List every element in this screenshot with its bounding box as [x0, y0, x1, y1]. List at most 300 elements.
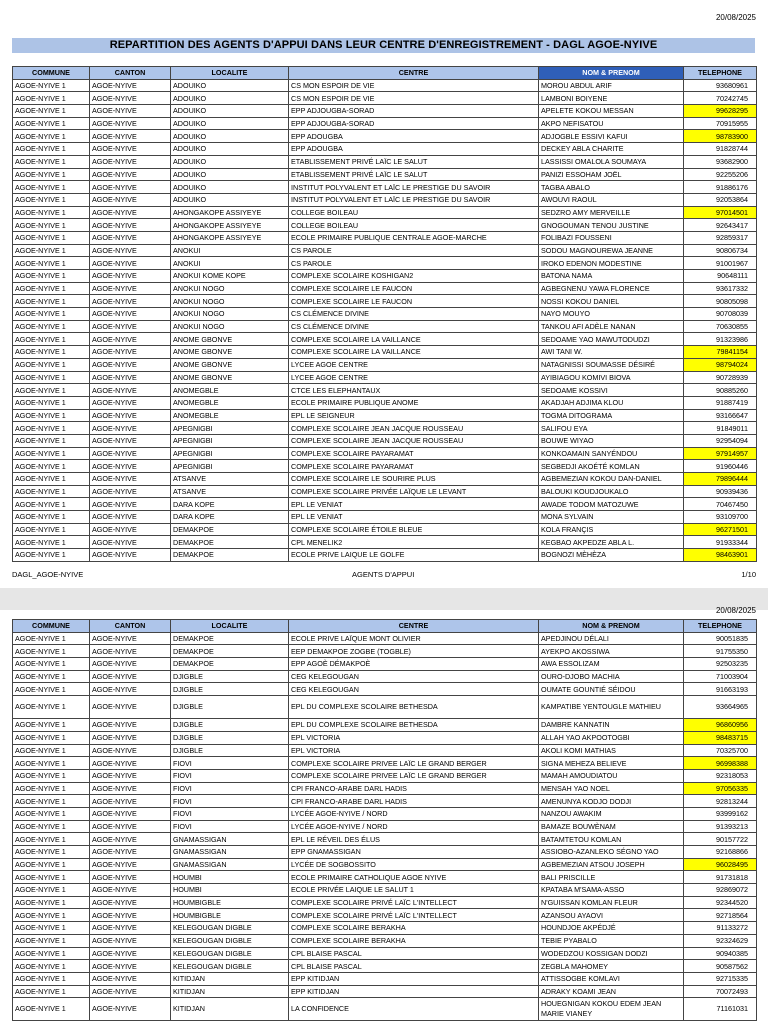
cell-nom-prenom: IROKO EDENON MODESTINE [539, 257, 684, 270]
cell-nom-prenom: MENSAH YAO NOEL [539, 782, 684, 795]
cell-localite: DEMAKPOE [171, 632, 289, 645]
cell-centre: EPP AGOÈ DÉMAKPOÈ [289, 658, 539, 671]
cell-commune: AGOE-NYIVE 1 [13, 536, 90, 549]
cell-localite: ADOUIKO [171, 105, 289, 118]
cell-nom-prenom: AKOLI KOMI MATHIAS [539, 744, 684, 757]
header-centre: CENTRE [289, 620, 539, 633]
cell-nom-prenom: DECKEY ABLA CHARITE [539, 143, 684, 156]
cell-localite: ADOUIKO [171, 143, 289, 156]
cell-commune: AGOE-NYIVE 1 [13, 396, 90, 409]
table-row [13, 384, 757, 397]
cell-centre: EPL LE VENIAT [289, 498, 539, 511]
cell-canton: AGOE-NYIVE [90, 947, 171, 960]
cell-centre: EPP ADJOUGBA-SORAD [289, 117, 539, 130]
table-row [13, 523, 757, 536]
table-row [13, 371, 757, 384]
table-row [13, 896, 757, 909]
cell-nom-prenom: APELETE KOKOU MESSAN [539, 105, 684, 118]
cell-localite: DARA KOPE [171, 511, 289, 524]
cell-telephone: 90708039 [684, 308, 757, 321]
header-commune: COMMUNE [13, 620, 90, 633]
cell-localite: ANOKUI NOGO [171, 308, 289, 321]
cell-canton: AGOE-NYIVE [90, 434, 171, 447]
cell-nom-prenom: AYEKPO AKOSSIWA [539, 645, 684, 658]
cell-nom-prenom: SODOU MAGNOUREWA JEANNE [539, 244, 684, 257]
cell-localite: ATSANVE [171, 473, 289, 486]
cell-commune: AGOE-NYIVE 1 [13, 719, 90, 732]
cell-commune: AGOE-NYIVE 1 [13, 409, 90, 422]
cell-centre: LA CONFIDENCE [289, 998, 539, 1021]
cell-canton: AGOE-NYIVE [90, 820, 171, 833]
cell-commune: AGOE-NYIVE 1 [13, 79, 90, 92]
cell-telephone: 92503235 [684, 658, 757, 671]
cell-commune: AGOE-NYIVE 1 [13, 909, 90, 922]
cell-canton: AGOE-NYIVE [90, 130, 171, 143]
cell-nom-prenom: SIGNA MEHEZA BELIEVE [539, 757, 684, 770]
cell-commune: AGOE-NYIVE 1 [13, 308, 90, 321]
cell-localite: APEGNIGBI [171, 434, 289, 447]
cell-commune: AGOE-NYIVE 1 [13, 960, 90, 973]
table-row [13, 219, 757, 232]
cell-nom-prenom: LAMBONI BOIYENE [539, 92, 684, 105]
cell-nom-prenom: BATAMTETOU KOMLAN [539, 833, 684, 846]
cell-localite: AHONGAKOPE ASSIYEYE [171, 206, 289, 219]
cell-centre: ETABLISSEMENT PRIVÉ LAÏC LE SALUT [289, 155, 539, 168]
cell-commune: AGOE-NYIVE 1 [13, 282, 90, 295]
cell-localite: APEGNIGBI [171, 447, 289, 460]
header-centre: CENTRE [289, 67, 539, 80]
cell-telephone: 90157722 [684, 833, 757, 846]
cell-localite: ANOKUI NOGO [171, 282, 289, 295]
cell-commune: AGOE-NYIVE 1 [13, 807, 90, 820]
cell-commune: AGOE-NYIVE 1 [13, 645, 90, 658]
table-row [13, 396, 757, 409]
table-row [13, 632, 757, 645]
table-row [13, 972, 757, 985]
cell-telephone: 90806734 [684, 244, 757, 257]
cell-centre: COMPLEXE SCOLAIRE LA VAILLANCE [289, 346, 539, 359]
cell-commune: AGOE-NYIVE 1 [13, 473, 90, 486]
cell-canton: AGOE-NYIVE [90, 155, 171, 168]
cell-nom-prenom: SEDZRO AMY MERVEILLE [539, 206, 684, 219]
table-row [13, 807, 757, 820]
table-row [13, 257, 757, 270]
cell-commune: AGOE-NYIVE 1 [13, 972, 90, 985]
cell-centre: CS CLÉMENCE DIVINE [289, 308, 539, 321]
cell-commune: AGOE-NYIVE 1 [13, 422, 90, 435]
cell-nom-prenom: AWA ESSOLIZAM [539, 658, 684, 671]
table-row [13, 769, 757, 782]
table-row [13, 295, 757, 308]
cell-localite: ANOKUI [171, 257, 289, 270]
cell-nom-prenom: AYIBIAGOU KOMIVI BIOVA [539, 371, 684, 384]
table-row [13, 998, 757, 1021]
cell-localite: ATSANVE [171, 485, 289, 498]
cell-localite: DEMAKPOE [171, 536, 289, 549]
cell-localite: ADOUIKO [171, 155, 289, 168]
table-row [13, 333, 757, 346]
cell-telephone: 98783900 [684, 130, 757, 143]
header-localite: LOCALITE [171, 67, 289, 80]
cell-nom-prenom: AKPO NEFISATOU [539, 117, 684, 130]
table-row [13, 909, 757, 922]
table-row [13, 181, 757, 194]
page2-date: 20/08/2025 [715, 606, 756, 615]
cell-localite: ADOUIKO [171, 79, 289, 92]
cell-telephone: 71161031 [684, 998, 757, 1021]
table-row [13, 884, 757, 897]
table-row [13, 846, 757, 859]
cell-canton: AGOE-NYIVE [90, 333, 171, 346]
cell-centre: EPP KITIDJAN [289, 972, 539, 985]
cell-centre: COMPLEXE SCOLAIRE LA VAILLANCE [289, 333, 539, 346]
cell-telephone: 70072493 [684, 985, 757, 998]
cell-telephone: 70915955 [684, 117, 757, 130]
cell-commune: AGOE-NYIVE 1 [13, 257, 90, 270]
cell-centre: COLLEGE BOILEAU [289, 219, 539, 232]
cell-centre: COMPLEXE SCOLAIRE PRIVEE LAÏC LE GRAND BERGER [289, 757, 539, 770]
cell-nom-prenom: TAGBA ABALO [539, 181, 684, 194]
cell-canton: AGOE-NYIVE [90, 498, 171, 511]
footer-left: DAGL_AGOE-NYIVE [12, 570, 84, 579]
cell-canton: AGOE-NYIVE [90, 282, 171, 295]
table-row [13, 498, 757, 511]
cell-telephone: 91133272 [684, 922, 757, 935]
cell-canton: AGOE-NYIVE [90, 92, 171, 105]
cell-telephone: 98483715 [684, 731, 757, 744]
cell-canton: AGOE-NYIVE [90, 884, 171, 897]
cell-centre: LYCÉE AGOE-NYIVE / NORD [289, 807, 539, 820]
cell-nom-prenom: ATTISSOGBE KOMLAVI [539, 972, 684, 985]
cell-centre: CS MON ESPOIR DE VIE [289, 92, 539, 105]
table-row [13, 117, 757, 130]
cell-centre: EPL LE VENIAT [289, 511, 539, 524]
table-row [13, 985, 757, 998]
cell-localite: FIOVI [171, 782, 289, 795]
cell-commune: AGOE-NYIVE 1 [13, 384, 90, 397]
cell-commune: AGOE-NYIVE 1 [13, 658, 90, 671]
cell-localite: ANOMEGBLE [171, 409, 289, 422]
cell-centre: LYCEE AGOE CENTRE [289, 371, 539, 384]
table-row [13, 820, 757, 833]
table-row [13, 947, 757, 960]
cell-canton: AGOE-NYIVE [90, 384, 171, 397]
table-row [13, 270, 757, 283]
cell-localite: DJIGBLE [171, 731, 289, 744]
cell-centre: EPP ADJOUGBA-SORAD [289, 105, 539, 118]
cell-nom-prenom: PANIZI ESSOHAM JOËL [539, 168, 684, 181]
cell-canton: AGOE-NYIVE [90, 143, 171, 156]
cell-commune: AGOE-NYIVE 1 [13, 295, 90, 308]
cell-localite: KITIDJAN [171, 985, 289, 998]
cell-telephone: 91323986 [684, 333, 757, 346]
cell-localite: KITIDJAN [171, 998, 289, 1021]
table-row [13, 409, 757, 422]
cell-nom-prenom: AWOUVI RAOUL [539, 193, 684, 206]
cell-telephone: 92318053 [684, 769, 757, 782]
cell-centre: COMPLEXE SCOLAIRE PAYARAMAT [289, 447, 539, 460]
cell-telephone: 97014501 [684, 206, 757, 219]
cell-nom-prenom: SEDOAME YAO MAWUTODUDZI [539, 333, 684, 346]
header-commune: COMMUNE [13, 67, 90, 80]
cell-nom-prenom: AGBEMEZIAN ATSOU JOSEPH [539, 858, 684, 871]
cell-commune: AGOE-NYIVE 1 [13, 922, 90, 935]
cell-canton: AGOE-NYIVE [90, 117, 171, 130]
cell-telephone: 90587562 [684, 960, 757, 973]
cell-localite: HOUMBI [171, 871, 289, 884]
cell-localite: APEGNIGBI [171, 460, 289, 473]
cell-telephone: 92255206 [684, 168, 757, 181]
cell-telephone: 93617332 [684, 282, 757, 295]
cell-canton: AGOE-NYIVE [90, 846, 171, 859]
cell-centre: COMPLEXE SCOLAIRE PAYARAMAT [289, 460, 539, 473]
cell-localite: FIOVI [171, 807, 289, 820]
cell-canton: AGOE-NYIVE [90, 308, 171, 321]
cell-centre: CPI FRANCO-ARABE DARL HADIS [289, 782, 539, 795]
cell-commune: AGOE-NYIVE 1 [13, 523, 90, 536]
cell-telephone: 90885260 [684, 384, 757, 397]
cell-nom-prenom: TOGMA DITOGRAMA [539, 409, 684, 422]
cell-canton: AGOE-NYIVE [90, 795, 171, 808]
cell-nom-prenom: LASSISSI OMALOLA SOUMAYA [539, 155, 684, 168]
cell-nom-prenom: AWADE TODOM MATOZUWE [539, 498, 684, 511]
cell-centre: CPI FRANCO-ARABE DARL HADIS [289, 795, 539, 808]
table-row [13, 155, 757, 168]
cell-centre: COMPLEXE SCOLAIRE LE FAUCON [289, 282, 539, 295]
cell-canton: AGOE-NYIVE [90, 168, 171, 181]
cell-canton: AGOE-NYIVE [90, 193, 171, 206]
cell-telephone: 70467450 [684, 498, 757, 511]
cell-telephone: 92168866 [684, 846, 757, 859]
table-row [13, 231, 757, 244]
cell-localite: ANOKUI [171, 244, 289, 257]
cell-centre: LYCÉE AGOE-NYIVE / NORD [289, 820, 539, 833]
cell-canton: AGOE-NYIVE [90, 460, 171, 473]
cell-nom-prenom: ADRAKY KOAMI JEAN [539, 985, 684, 998]
cell-nom-prenom: AKADJAH ADJIMA KLOU [539, 396, 684, 409]
cell-centre: LYCÉE DE SOGBOSSITO [289, 858, 539, 871]
cell-commune: AGOE-NYIVE 1 [13, 130, 90, 143]
cell-telephone: 92715335 [684, 972, 757, 985]
table-row [13, 696, 757, 719]
cell-localite: DJIGBLE [171, 670, 289, 683]
cell-nom-prenom: WODEDZOU KOSSIGAN DODZI [539, 947, 684, 960]
cell-localite: GNAMASSIGAN [171, 846, 289, 859]
cell-centre: ECOLE PRIVE LAÏQUE MONT OLIVIER [289, 632, 539, 645]
cell-telephone: 91393213 [684, 820, 757, 833]
cell-canton: AGOE-NYIVE [90, 833, 171, 846]
table-row [13, 460, 757, 473]
table-row [13, 130, 757, 143]
cell-canton: AGOE-NYIVE [90, 769, 171, 782]
table-row [13, 731, 757, 744]
cell-centre: LYCEE AGOE CENTRE [289, 358, 539, 371]
cell-localite: ANOKUI KOME KOPE [171, 270, 289, 283]
cell-commune: AGOE-NYIVE 1 [13, 358, 90, 371]
cell-nom-prenom: AWI TANI W. [539, 346, 684, 359]
cell-centre: CS PAROLE [289, 257, 539, 270]
cell-centre: CS CLÉMENCE DIVINE [289, 320, 539, 333]
cell-nom-prenom: ZEGBLA MAHOMEY [539, 960, 684, 973]
cell-commune: AGOE-NYIVE 1 [13, 934, 90, 947]
cell-canton: AGOE-NYIVE [90, 731, 171, 744]
cell-commune: AGOE-NYIVE 1 [13, 782, 90, 795]
cell-localite: ANOKUI NOGO [171, 295, 289, 308]
cell-centre: EPP KITIDJAN [289, 985, 539, 998]
table-row [13, 670, 757, 683]
cell-telephone: 96028495 [684, 858, 757, 871]
cell-commune: AGOE-NYIVE 1 [13, 498, 90, 511]
cell-centre: EPL LE SEIGNEUR [289, 409, 539, 422]
cell-commune: AGOE-NYIVE 1 [13, 219, 90, 232]
table-row [13, 934, 757, 947]
cell-telephone: 91663193 [684, 683, 757, 696]
cell-commune: AGOE-NYIVE 1 [13, 884, 90, 897]
header-telephone: TELEPHONE [684, 67, 757, 80]
cell-localite: ANOME GBONVE [171, 346, 289, 359]
cell-telephone: 93109700 [684, 511, 757, 524]
cell-localite: DJIGBLE [171, 696, 289, 719]
cell-commune: AGOE-NYIVE 1 [13, 206, 90, 219]
cell-telephone: 70325700 [684, 744, 757, 757]
cell-centre: COMPLEXE SCOLAIRE LE SOURIRE PLUS [289, 473, 539, 486]
cell-localite: KELEGOUGAN DIGBLE [171, 922, 289, 935]
cell-localite: DEMAKPOE [171, 549, 289, 562]
cell-telephone: 92324629 [684, 934, 757, 947]
cell-telephone: 93999162 [684, 807, 757, 820]
cell-nom-prenom: NAYO MOUYO [539, 308, 684, 321]
cell-canton: AGOE-NYIVE [90, 549, 171, 562]
cell-localite: DEMAKPOE [171, 658, 289, 671]
cell-localite: FIOVI [171, 769, 289, 782]
cell-nom-prenom: SEDOAME KOSSIVI [539, 384, 684, 397]
cell-localite: KELEGOUGAN DIGBLE [171, 934, 289, 947]
table-row [13, 79, 757, 92]
cell-telephone: 92718564 [684, 909, 757, 922]
table-row [13, 346, 757, 359]
cell-centre: COMPLEXE SCOLAIRE PRIVÉE LAÏQUE LE LEVANT [289, 485, 539, 498]
cell-canton: AGOE-NYIVE [90, 985, 171, 998]
cell-nom-prenom: BALOUKI KOUDJOUKALO [539, 485, 684, 498]
cell-commune: AGOE-NYIVE 1 [13, 998, 90, 1021]
cell-canton: AGOE-NYIVE [90, 473, 171, 486]
cell-localite: ANOME GBONVE [171, 371, 289, 384]
cell-canton: AGOE-NYIVE [90, 511, 171, 524]
cell-localite: FIOVI [171, 795, 289, 808]
cell-telephone: 96860956 [684, 719, 757, 732]
cell-nom-prenom: ALLAH YAO AKPOOTOGBI [539, 731, 684, 744]
cell-nom-prenom: TEBIE PYABALO [539, 934, 684, 947]
cell-commune: AGOE-NYIVE 1 [13, 670, 90, 683]
cell-localite: ADOUIKO [171, 168, 289, 181]
cell-centre: ECOLE PRIVE LAIQUE LE GOLFE [289, 549, 539, 562]
cell-centre: ECOLE PRIMAIRE PUBLIQUE ANOME [289, 396, 539, 409]
cell-canton: AGOE-NYIVE [90, 871, 171, 884]
cell-nom-prenom: DAMBRE KANNATIN [539, 719, 684, 732]
cell-canton: AGOE-NYIVE [90, 744, 171, 757]
table-row [13, 549, 757, 562]
table-row [13, 833, 757, 846]
cell-centre: EPL VICTORIA [289, 731, 539, 744]
cell-localite: KELEGOUGAN DIGBLE [171, 947, 289, 960]
table-row [13, 683, 757, 696]
cell-canton: AGOE-NYIVE [90, 523, 171, 536]
cell-localite: DEMAKPOE [171, 523, 289, 536]
cell-canton: AGOE-NYIVE [90, 670, 171, 683]
cell-canton: AGOE-NYIVE [90, 422, 171, 435]
cell-commune: AGOE-NYIVE 1 [13, 346, 90, 359]
cell-canton: AGOE-NYIVE [90, 960, 171, 973]
cell-centre: COMPLEXE SCOLAIRE JEAN JACQUE ROUSSEAU [289, 434, 539, 447]
cell-centre: COMPLEXE SCOLAIRE PRIVÉ LAÏC L'INTELLECT [289, 909, 539, 922]
cell-localite: HOUMBIGBLE [171, 896, 289, 909]
cell-canton: AGOE-NYIVE [90, 896, 171, 909]
table-row [13, 871, 757, 884]
cell-nom-prenom: KONKOAMAIN SANYÉNDOU [539, 447, 684, 460]
cell-telephone: 96271501 [684, 523, 757, 536]
cell-localite: DEMAKPOE [171, 645, 289, 658]
cell-canton: AGOE-NYIVE [90, 696, 171, 719]
cell-commune: AGOE-NYIVE 1 [13, 460, 90, 473]
cell-telephone: 90648111 [684, 270, 757, 283]
cell-localite: DJIGBLE [171, 683, 289, 696]
cell-centre: ETABLISSEMENT PRIVÉ LAÏC LE SALUT [289, 168, 539, 181]
cell-canton: AGOE-NYIVE [90, 320, 171, 333]
cell-localite: AHONGAKOPE ASSIYEYE [171, 231, 289, 244]
footer-page-number: 1/10 [741, 570, 756, 579]
cell-telephone: 99628295 [684, 105, 757, 118]
cell-telephone: 98794024 [684, 358, 757, 371]
cell-commune: AGOE-NYIVE 1 [13, 833, 90, 846]
cell-nom-prenom: AGBEMEZIAN KOKOU DAN-DANIEL [539, 473, 684, 486]
cell-canton: AGOE-NYIVE [90, 485, 171, 498]
cell-commune: AGOE-NYIVE 1 [13, 683, 90, 696]
cell-telephone: 90805098 [684, 295, 757, 308]
cell-nom-prenom: OUMATE GOUNTIÉ SÉIDOU [539, 683, 684, 696]
cell-commune: AGOE-NYIVE 1 [13, 434, 90, 447]
cell-telephone: 97914957 [684, 447, 757, 460]
table-row [13, 511, 757, 524]
cell-commune: AGOE-NYIVE 1 [13, 320, 90, 333]
cell-centre: ECOLE PRIMAIRE PUBLIQUE CENTRALE AGOE-MARCHE [289, 231, 539, 244]
cell-centre: COMPLEXE SCOLAIRE JEAN JACQUE ROUSSEAU [289, 422, 539, 435]
table-row [13, 308, 757, 321]
cell-telephone: 71003904 [684, 670, 757, 683]
cell-telephone: 91731818 [684, 871, 757, 884]
cell-canton: AGOE-NYIVE [90, 219, 171, 232]
cell-localite: FIOVI [171, 820, 289, 833]
cell-canton: AGOE-NYIVE [90, 536, 171, 549]
cell-commune: AGOE-NYIVE 1 [13, 871, 90, 884]
cell-centre: EPP ADOUGBA [289, 130, 539, 143]
cell-telephone: 90051835 [684, 632, 757, 645]
cell-nom-prenom: KEGBAO AKPEDZE ABLA L. [539, 536, 684, 549]
table-row [13, 282, 757, 295]
cell-commune: AGOE-NYIVE 1 [13, 731, 90, 744]
cell-commune: AGOE-NYIVE 1 [13, 549, 90, 562]
cell-canton: AGOE-NYIVE [90, 295, 171, 308]
table-row [13, 536, 757, 549]
cell-commune: AGOE-NYIVE 1 [13, 632, 90, 645]
cell-telephone: 92344520 [684, 896, 757, 909]
cell-centre: EPL DU COMPLEXE SCOLAIRE BETHESDA [289, 696, 539, 719]
cell-localite: APEGNIGBI [171, 422, 289, 435]
table-header-row [13, 67, 757, 80]
cell-nom-prenom: AZANSOU AYAOVI [539, 909, 684, 922]
cell-nom-prenom: FOLIBAZI FOUSSENI [539, 231, 684, 244]
cell-nom-prenom: AMENUNYA KODJO DODJI [539, 795, 684, 808]
cell-nom-prenom: ADJOGBLE ESSIVI KAFUI [539, 130, 684, 143]
